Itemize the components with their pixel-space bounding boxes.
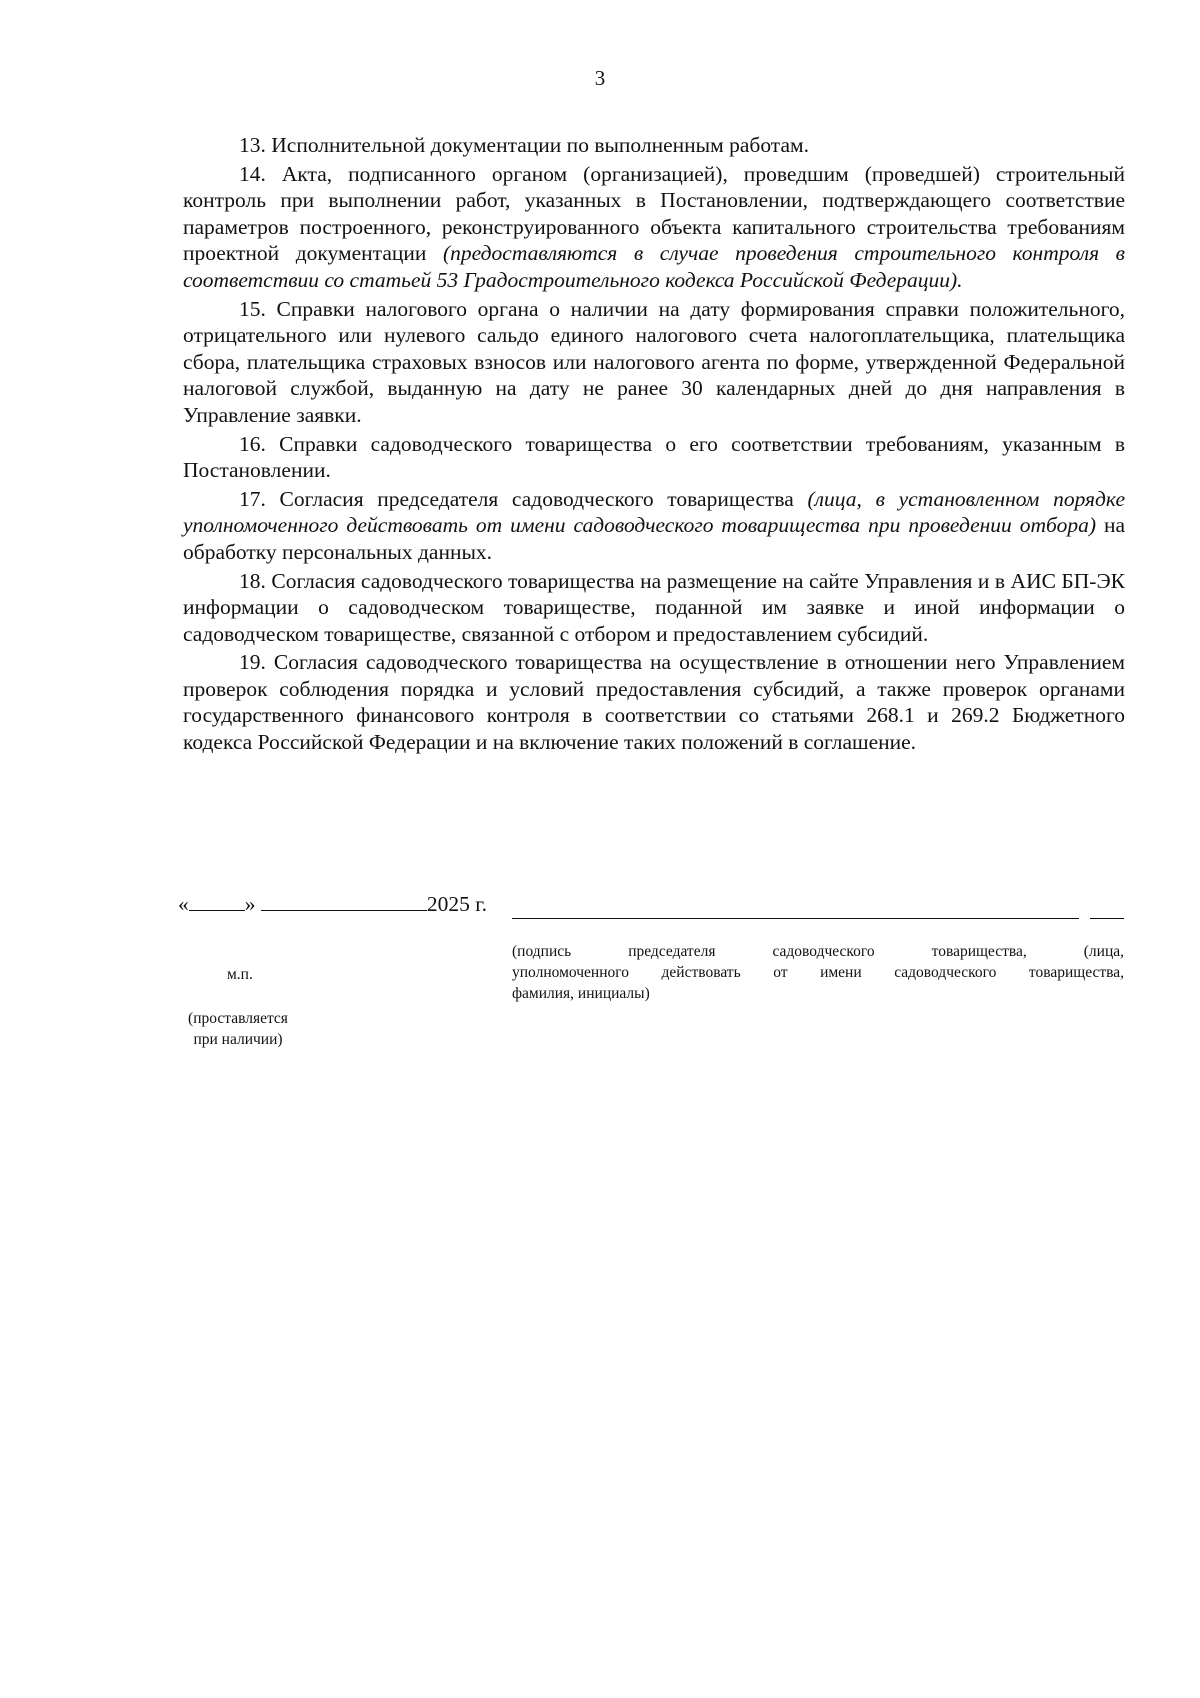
paragraph-15 — [183, 296, 1125, 429]
paragraph-17-tail: на обработку персональных данных. — [183, 513, 1125, 564]
signature-line — [512, 918, 1079, 919]
document-body — [183, 132, 1125, 758]
paragraph-18-text: 18. Согласия садоводческого товарищества на размещение на сайте Управления и в АИС БП-ЭК информации о садоводческом товариществе, поданной им заявке и иной информации о садоводческом товариществе, связанной с отбором и предоставлением субсидий. — [183, 568, 1125, 646]
stamp-note-line-1: (проставляется — [188, 1010, 288, 1027]
paragraph-19-text: 19. Согласия садоводческого товарищества на осуществление в отношении него Управлением проверок соблюдения порядка и условий предоставления субсидий, а также проверок органами государственного финансового контроля в соответствии со статьями 268.1 и 269.2 Бюджетного кодекса Российской Федерации и на включение таких положений в соглашение. — [183, 650, 1125, 755]
paragraph-15-text: 15. Справки налогового органа о наличии на дату формирования справки положительного, отрицательного или нулевого сальдо единого налогового счета налогоплательщика, плательщика сбора, плательщика страховых взносов или налогового агента по форме, утвержденной Федеральной налоговой службой, выданную на дату не ранее 30 календарных дней до дня направления в Управление заявки. — [183, 296, 1125, 427]
stamp-note-line-2: при наличии) — [193, 1031, 283, 1048]
stamp-label: м.п. — [227, 966, 253, 983]
open-quote: « — [178, 892, 189, 916]
paragraph-19 — [183, 649, 1125, 755]
paragraph-17 — [183, 486, 1125, 566]
signature-line-tail — [1090, 918, 1124, 919]
date-line — [178, 890, 487, 917]
month-blank — [281, 890, 427, 911]
page-number: 3 — [594, 66, 606, 90]
signature-caption-line-2: уполномоченного действовать от имени садоводческого товарищества, — [512, 964, 1124, 981]
paragraph-14-text: 14. Акта, подписанного органом (организацией), проведшим (проведшей) строительный контроль при выполнении работ, указанных в Постановлении, подтверждающего соответствие параметров построенного, реконструированного объекта капитального строительства требованиям проектной документации — [183, 161, 1125, 266]
stamp-note — [176, 1008, 300, 1050]
paragraph-13 — [183, 132, 1125, 159]
signature-caption-line-1: (подпись председателя садоводческого товарищества, (лица, — [512, 943, 1124, 960]
day-blank — [189, 890, 245, 911]
paragraph-13-text: 13. Исполнительной документации по выполненным работам. — [239, 133, 809, 157]
paragraph-16-text: 16. Справки садоводческого товарищества о его соответствии требованиям, указанным в Постановлении. — [183, 431, 1125, 483]
paragraph-14-italic: (предоставляются в случае проведения строительного контроля в соответствии со статьей 53 Градостроительного кодекса Российской Федерации). — [183, 241, 1125, 292]
paragraph-14 — [183, 161, 1125, 294]
month-blank-lead — [261, 890, 281, 911]
signature-caption-line-3: фамилия, инициалы) — [512, 985, 650, 1002]
close-quote: » — [244, 892, 256, 916]
signature-caption — [512, 941, 1124, 1004]
paragraph-18 — [183, 568, 1125, 648]
paragraph-16 — [183, 431, 1125, 484]
paragraph-17-italic: (лица, в установленном порядке уполномоченного действовать от имени садоводческого товарищества при проведении отбора) — [183, 486, 1125, 538]
year-text: 2025 г. — [426, 892, 488, 916]
paragraph-17-text: 17. Согласия председателя садоводческого товарищества — [239, 486, 808, 511]
